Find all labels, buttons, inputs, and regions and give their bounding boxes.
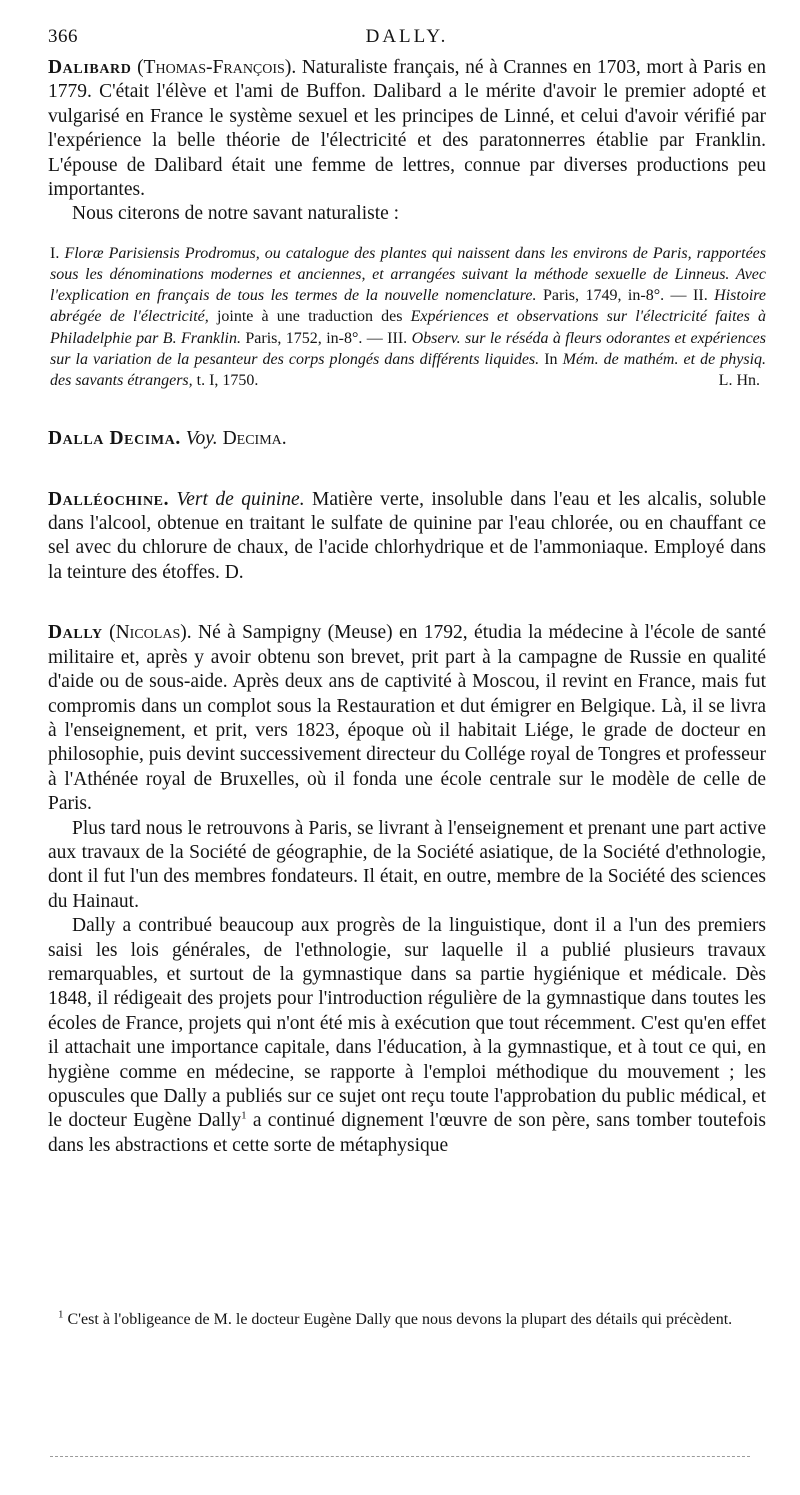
dalibard-given-names: (Thomas-François). xyxy=(137,57,297,78)
dally-given-name: (Nicolas). xyxy=(109,622,192,644)
dally-paragraph-2: Plus tard nous le retrouvons à Paris, se livrant à l'enseignement et prenant une part active aux travaux de la Société de géographie, de la Société asiatique, de la Société d'ethnologie, dont il fut l'un des membres fondateurs. Il était, en outre, membre de la Société des sciences du Hainaut. xyxy=(48,817,766,912)
dalibard-text: Naturaliste français, né à Crannes en 1703, mort à Paris en 1779. C'était l'élève et l'ami de Buffon. Dalibard a le mérite d'avoir le premier adopté et vulgarisé en France le système sexuel et les principes de Linné, et celui d'avoir vérifié par l'expérience la belle théorie de l'électricité et des paratonnerres établie par Franklin. L'épouse de Dalibard était une femme de lettres, connue par diverses productions peu importantes. xyxy=(48,57,767,201)
page-number: 366 xyxy=(48,26,78,47)
running-title: DALLY. xyxy=(365,26,449,47)
bottom-rule xyxy=(50,1456,750,1457)
footnote-mark: 1 xyxy=(58,1308,64,1321)
headword-dally: Dally xyxy=(48,622,103,644)
see-also-label: Voy. xyxy=(185,428,218,450)
dalleochine-signature: D. xyxy=(224,561,244,583)
dalleochine-text: Matière verte, insoluble dans l'eau et les alcalis, soluble dans l'alcool, obtenue en traitant le sulfate de quinine par l'eau chlorée, ou en chauffant ce sel avec du chlorure de chaux, de l'acide chlorhydrique et de l'ammoniaque. Employé dans la teinture des étoffes. xyxy=(48,488,767,583)
entry-dalleochine xyxy=(48,488,766,586)
footnote-reference[interactable]: 1 xyxy=(241,1109,247,1122)
work-2-title-translation: Expériences et observations sur l'électricité faites à Philadelphie par B. Franklin. xyxy=(50,308,767,347)
cross-reference-link[interactable]: Decima. xyxy=(222,428,287,450)
work-2-number: II. xyxy=(693,287,708,305)
work-1-title: Floræ Parisiensis Prodromus, ou catalogue des plantes qui naissent dans les environs de Paris, rapportées sous les dénominations modernes et anciennes, et arrangées suivant la méthode sexuelle de Linneus. Avec l'explication en français de tous les termes de la nouvelle nomenclature. xyxy=(50,244,767,305)
entry-dalla-decima xyxy=(48,427,766,451)
dally-paragraph-3-part-a: Dally a contribué beaucoup aux progrès de la linguistique, dont il a l'un des premiers saisi les lois générales, de l'ethnologie, sur laquelle il a publié plusieurs travaux remarquables, et surtout de la gymnastique dans sa partie hygiénique et médicale. Dès 1848, il rédigeait des projets pour l'introduction régulière de la gymnastique dans toutes les écoles de France, projets qui n'ont été mis à exécution que tout récemment. C'est qu'en effet il attachait une importance capitale, dans l'éducation, à la gymnastique, et à tout ce qui, en hygiène comme en médecine, se rapporte à l'emploi méthodique du mouvement ; les opuscules que Dally a publiés sur ce sujet ont reçu toute l'approbation du public médical, et le docteur Eugène Dally xyxy=(48,915,766,1132)
dalibard-signature: L. Hn. xyxy=(718,372,760,390)
footnote-text: C'est à l'obligeance de M. le docteur Eugène Dally que nous devons la plupart des détails qui précèdent. xyxy=(67,1311,733,1328)
dalibard-bibliography xyxy=(50,243,766,391)
dally-paragraph-1: Né à Sampigny (Meuse) en 1792, étudia la médecine à l'école de santé militaire et, après y avoir obtenu son brevet, prit part à la campagne de Russie en qualité d'aide ou de sous-aide. Après deux ans de captivité à Moscou, il revint en France, mais fut compromis dans un complot sous la Restauration et dut émigrer en Belgique. Là, il se livra à l'enseignement, et prit, vers 1823, époque où il habitait Liége, le grade de docteur en philosophie, puis devint successivement directeur du Collége royal de Tongres et professeur à l'Athénée royal de Bruxelles, où il fonda une école centrale sur le modèle de celle de Paris. xyxy=(48,622,766,815)
work-3-publication: t. I, 1750. xyxy=(196,372,259,390)
headword-dalleochine: Dalléochine. xyxy=(48,488,170,510)
work-1-number: I. xyxy=(50,244,60,262)
dally-paragraph-3-part-b: a continué dignement l'œuvre de son père, sans tomber toutefois dans les abstractions et cette sorte de métaphysique xyxy=(48,1110,766,1156)
dalibard-intro: Nous citerons de notre savant naturaliste : xyxy=(72,203,400,225)
entry-dalibard xyxy=(48,56,766,202)
headword-dalibard: Dalibard xyxy=(48,57,132,78)
work-3-in: In xyxy=(544,350,558,368)
dalleochine-definition: Vert de quinine. xyxy=(176,488,305,510)
running-head xyxy=(48,26,766,56)
work-3-number: III. xyxy=(387,329,408,347)
work-3-title: Observ. sur le réséda à fleurs odorantes et expériences sur la variation de la pesanteur des corps plongés dans différents liquides. xyxy=(50,329,766,368)
work-2-title: Histoire abrégée de l'électricité, xyxy=(50,287,767,326)
work-3-source: Mém. de mathém. et de physiq. des savants étrangers, xyxy=(50,350,767,390)
work-1-publication: Paris, 1749, in-8°. — xyxy=(542,287,687,305)
headword-dalla-decima: Dalla Decima. xyxy=(48,428,181,450)
entry-dally xyxy=(48,621,766,816)
dally-paragraph-3 xyxy=(48,914,766,1158)
work-2-publication: Paris, 1752, in-8°. — xyxy=(245,329,383,347)
page-body xyxy=(48,26,766,1158)
footnote xyxy=(48,1310,758,1330)
work-2-joined: jointe à une traduction des xyxy=(216,308,403,326)
